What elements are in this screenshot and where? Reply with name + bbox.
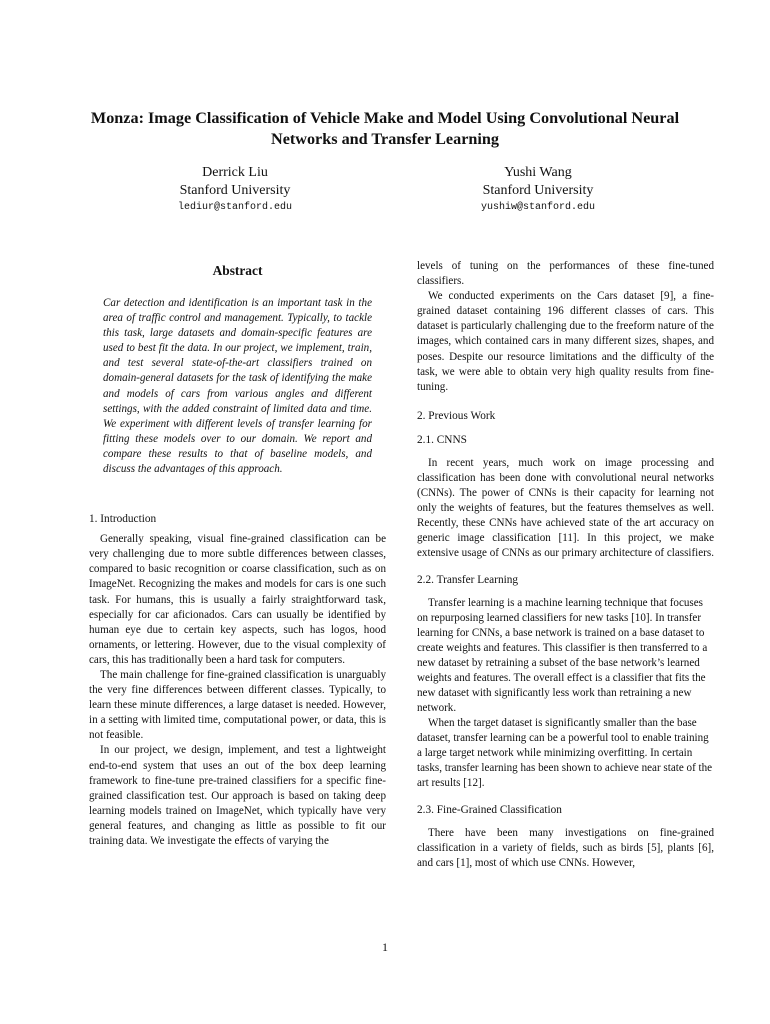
right-column [417,259,714,871]
abstract-heading: Abstract [212,263,263,278]
cnns-paragraph: In recent years, much work on image processing and classification has been done with convolutional neural networks (CNNs). The power of CNNs is their capacity for learning not only the weights of features, but the features themselves as well. Recently, these CNNs have achieved state of the art accuracy on generic image classification [11]. In this project, we make extensive usage of CNNs as our primary architecture of classifiers. [417,456,714,560]
author-name: Yushi Wang [504,165,572,180]
intro-paragraph-2: The main challenge for fine-grained classification is unarguably the very fine differences between different classes. Typically, to learn these minute differences, a large dataset is needed. However, in a setting with limited time, computational power, or data, this is not feasible. [89,668,386,742]
subsection-heading-fine-grained: 2.3. Fine-Grained Classification [417,803,562,816]
fine-grained-paragraph: There have been many investigations on fine-grained classification in a variety of fields, such as birds [5], plants [6], and cars [1], most of which use CNNs. However, [417,826,714,869]
intro-paragraph-1: Generally speaking, visual fine-grained classification can be very challenging due to more subtle differences between classes, compared to basic recognition or coarse classification, such as on ImageNet. Recognizing the makes and models for cars is one such task. For humans, this is usually a fairly straightforward task, especially for car aficionados. Cars can usually be identified by human eye due to certain key aspects, such has logos, hood ornaments, or lettering. However, due to the visual complexity of cars, this has traditionally been a hard task for computers. [89,533,386,666]
intro-continued-text: levels of tuning on the performances of these fine-tuned classifiers. [417,260,714,288]
author-block-2 [408,164,668,215]
section-heading-previous-work: 2. Previous Work [417,409,496,422]
author-affiliation: Stanford University [179,183,291,198]
author-affiliation: Stanford University [482,183,594,198]
page-number: 1 [382,940,388,954]
transfer-paragraph-1: Transfer learning is a machine learning technique that focuses on repurposing learned classifiers for new tasks [10]. In transfer learning for CNNs, a base network is trained on a base dataset to create weights and features. This classifier is then transferred to a new dataset by retraining a subset of the base network’s learned weights and features. The overall effect is a classifier that fits the new dataset with significantly less work than retraining a new network. [417,596,708,714]
subsection-heading-transfer-learning: 2.2. Transfer Learning [417,573,519,586]
author-email: yushiw@stanford.edu [480,202,596,213]
intro-paragraph-4: We conducted experiments on the Cars dataset [9], a fine-grained dataset containing 196 different classes of cars. This dataset is particularly challenging due to the freeform nature of the images, which contained cars in many different sizes, shapes, and poses. Despite our resource limitations and the difficulty of the task, we were able to obtain very high quality results from fine-tuning. [417,290,714,393]
paper-title: Monza: Image Classification of Vehicle Make and Model Using Convolutional Neural Networks and Transfer Learning [90,109,680,148]
transfer-paragraph-2: When the target dataset is significantly smaller than the base dataset, transfer learning can be a powerful tool to enable training a large target network while minimizing overfitting. In certain tasks, transfer learning has been shown to achieve near state of the art results [12]. [417,716,713,789]
abstract-text: Car detection and identification is an important task in the area of traffic control and management. Typically, to tackle this task, large datasets and domain-specific features are used to best fit the data. In our project, we implement, train, and test several state-of-the-art classifiers trained on domain-general datasets for the task of identifying the make and models of cars from various angles and different settings, with the added constraint of limited data and time. We experiment with different levels of transfer learning for fitting these models over to our domain. We report and compare these results to that of baseline models, and discuss the advantages of this approach. [103,297,372,476]
section-heading-introduction: 1. Introduction [89,513,157,526]
author-name: Derrick Liu [202,165,268,180]
author-email: lediur@stanford.edu [177,202,293,213]
intro-paragraph-3: In our project, we design, implement, and test a lightweight end-to-end system that uses an out of the box deep learning framework to fine-tune pre-trained classifiers for a specific fine-grained classification test. Our approach is based on taking deep learning models trained on ImageNet, which typically have very general features, and changing as little as possible to fit our training data. We investigate the effects of varying the [89,744,386,847]
subsection-heading-cnns: 2.1. CNNS [417,433,467,446]
left-column [89,258,386,849]
author-block-1 [105,164,365,215]
